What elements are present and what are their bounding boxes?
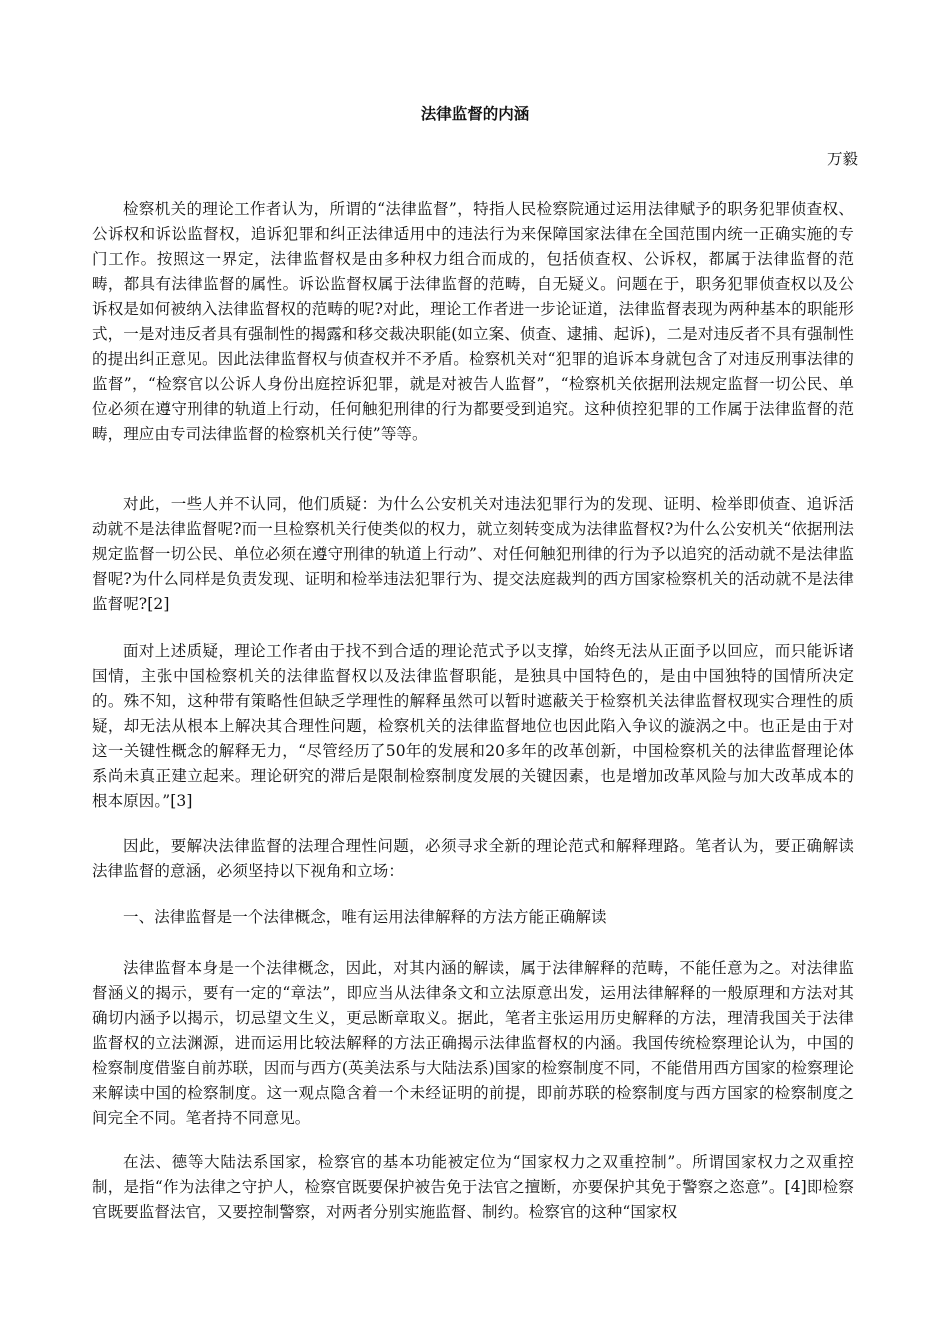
paragraph: 对此，一些人并不认同，他们质疑：为什么公安机关对违法犯罪行为的发现、证明、检举即侦查、追诉活动就不是法律监督呢?而一旦检察机关行使类似的权力，就立刻转变成为法律监督权?为什么公安机关“依据刑法规定监督一切公民、单位必须在遵守刑律的轨道上行动”、对任何触犯刑律的行为予以追究的活动就不是法律监督呢?为什么同样是负责发现、证明和检举违法犯罪行为、提交法庭裁判的西方国家检察机关的活动就不是法律监督呢?[2] [92,495,854,613]
paragraph: 检察机关的理论工作者认为，所谓的“法律监督”，特指人民检察院通过运用法律赋予的职务犯罪侦查权、公诉权和诉讼监督权，追诉犯罪和纠正法律适用中的违法行为来保障国家法律在全国范围内统一正确实施的专门工作。按照这一界定，法律监督权是由多种权力组合而成的，包括侦查权、公诉权，都属于法律监督的范畴，都具有法律监督的属性。诉讼监督权属于法律监督的范畴，自无疑义。问题在于，职务犯罪侦查权以及公诉权是如何被纳入法律监督权的范畴的呢?对此，理论工作者进一步论证道，法律监督表现为两种基本的职能形式，一是对违反者具有强制性的揭露和移交裁决职能(如立案、侦查、逮捕、起诉)，二是对违反者不具有强制性的提出纠正意见。因此法律监督权与侦查权并不矛盾。检察机关对“犯罪的追诉本身就包含了对违反刑事法律的监督”，“检察官以公诉人身份出庭控诉犯罪，就是对被告人监督”，“检察机关依据刑法规定监督一切公民、单位必须在遵守刑律的轨道上行动，任何触犯刑律的行为都要受到追究。这种侦控犯罪的工作属于法律监督的范畴，理应由专司法律监督的检察机关行使”等等。 [92,200,854,443]
section-heading: 一、法律监督是一个法律概念，唯有运用法律解释的方法方能正确解读 [123,908,607,926]
paragraph: 法律监督本身是一个法律概念，因此，对其内涵的解读，属于法律解释的范畴，不能任意为之。对法律监督涵义的揭示，要有一定的“章法”，即应当从法律条文和立法原意出发，运用法律解释的一般原理和方法对其确切内涵予以揭示，切忌望文生义，更忌断章取义。据此，笔者主张运用历史解释的方法，理清我国关于法律监督权的立法渊源，进而运用比较法解释的方法正确揭示法律监督权的内涵。我国传统检察理论认为，中国的检察制度借鉴自前苏联，因而与西方(英美法系与大陆法系)国家的检察制度不同，不能借用西方国家的检察理论来解读中国的检察制度。这一观点隐含着一个未经证明的前提，即前苏联的检察制度与西方国家的检察制度之间完全不同。笔者持不同意见。 [92,959,854,1127]
paragraph: 面对上述质疑，理论工作者由于找不到合适的理论范式予以支撑，始终无法从正面予以回应，而只能诉诸国情，主张中国检察机关的法律监督权以及法律监督职能，是独具中国特色的，是由中国独特的国情所决定的。殊不知，这种带有策略性但缺乏学理性的解释虽然可以暂时遮蔽关于检察机关法律监督权现实合理性的质疑，却无法从根本上解决其合理性问题，检察机关的法律监督地位也因此陷入争议的漩涡之中。也正是由于对这一关键性概念的解释无力，“尽管经历了50年的发展和20多年的改革创新，中国检察机关的法律监督理论体系尚未真正建立起来。理论研究的滞后是限制检察制度发展的关键因素，也是增加改革风险与加大改革成本的根本原因。”[3] [92,642,854,810]
paragraph: 因此，要解决法律监督的法理合理性问题，必须寻求全新的理论范式和解释理路。笔者认为，要正确解读法律监督的意涵，必须坚持以下视角和立场： [92,837,854,880]
paragraph: 在法、德等大陆法系国家，检察官的基本功能被定位为“国家权力之双重控制”。所谓国家权力之双重控制，是指“作为法律之守护人，检察官既要保护被告免于法官之擅断，亦要保护其免于警察之恣意”。[4]即检察官既要监督法官，又要控制警察，对两者分别实施监督、制约。检察官的这种“国家权 [92,1153,854,1221]
document-title: 法律监督的内涵 [420,104,530,123]
document-author: 万毅 [826,150,858,168]
